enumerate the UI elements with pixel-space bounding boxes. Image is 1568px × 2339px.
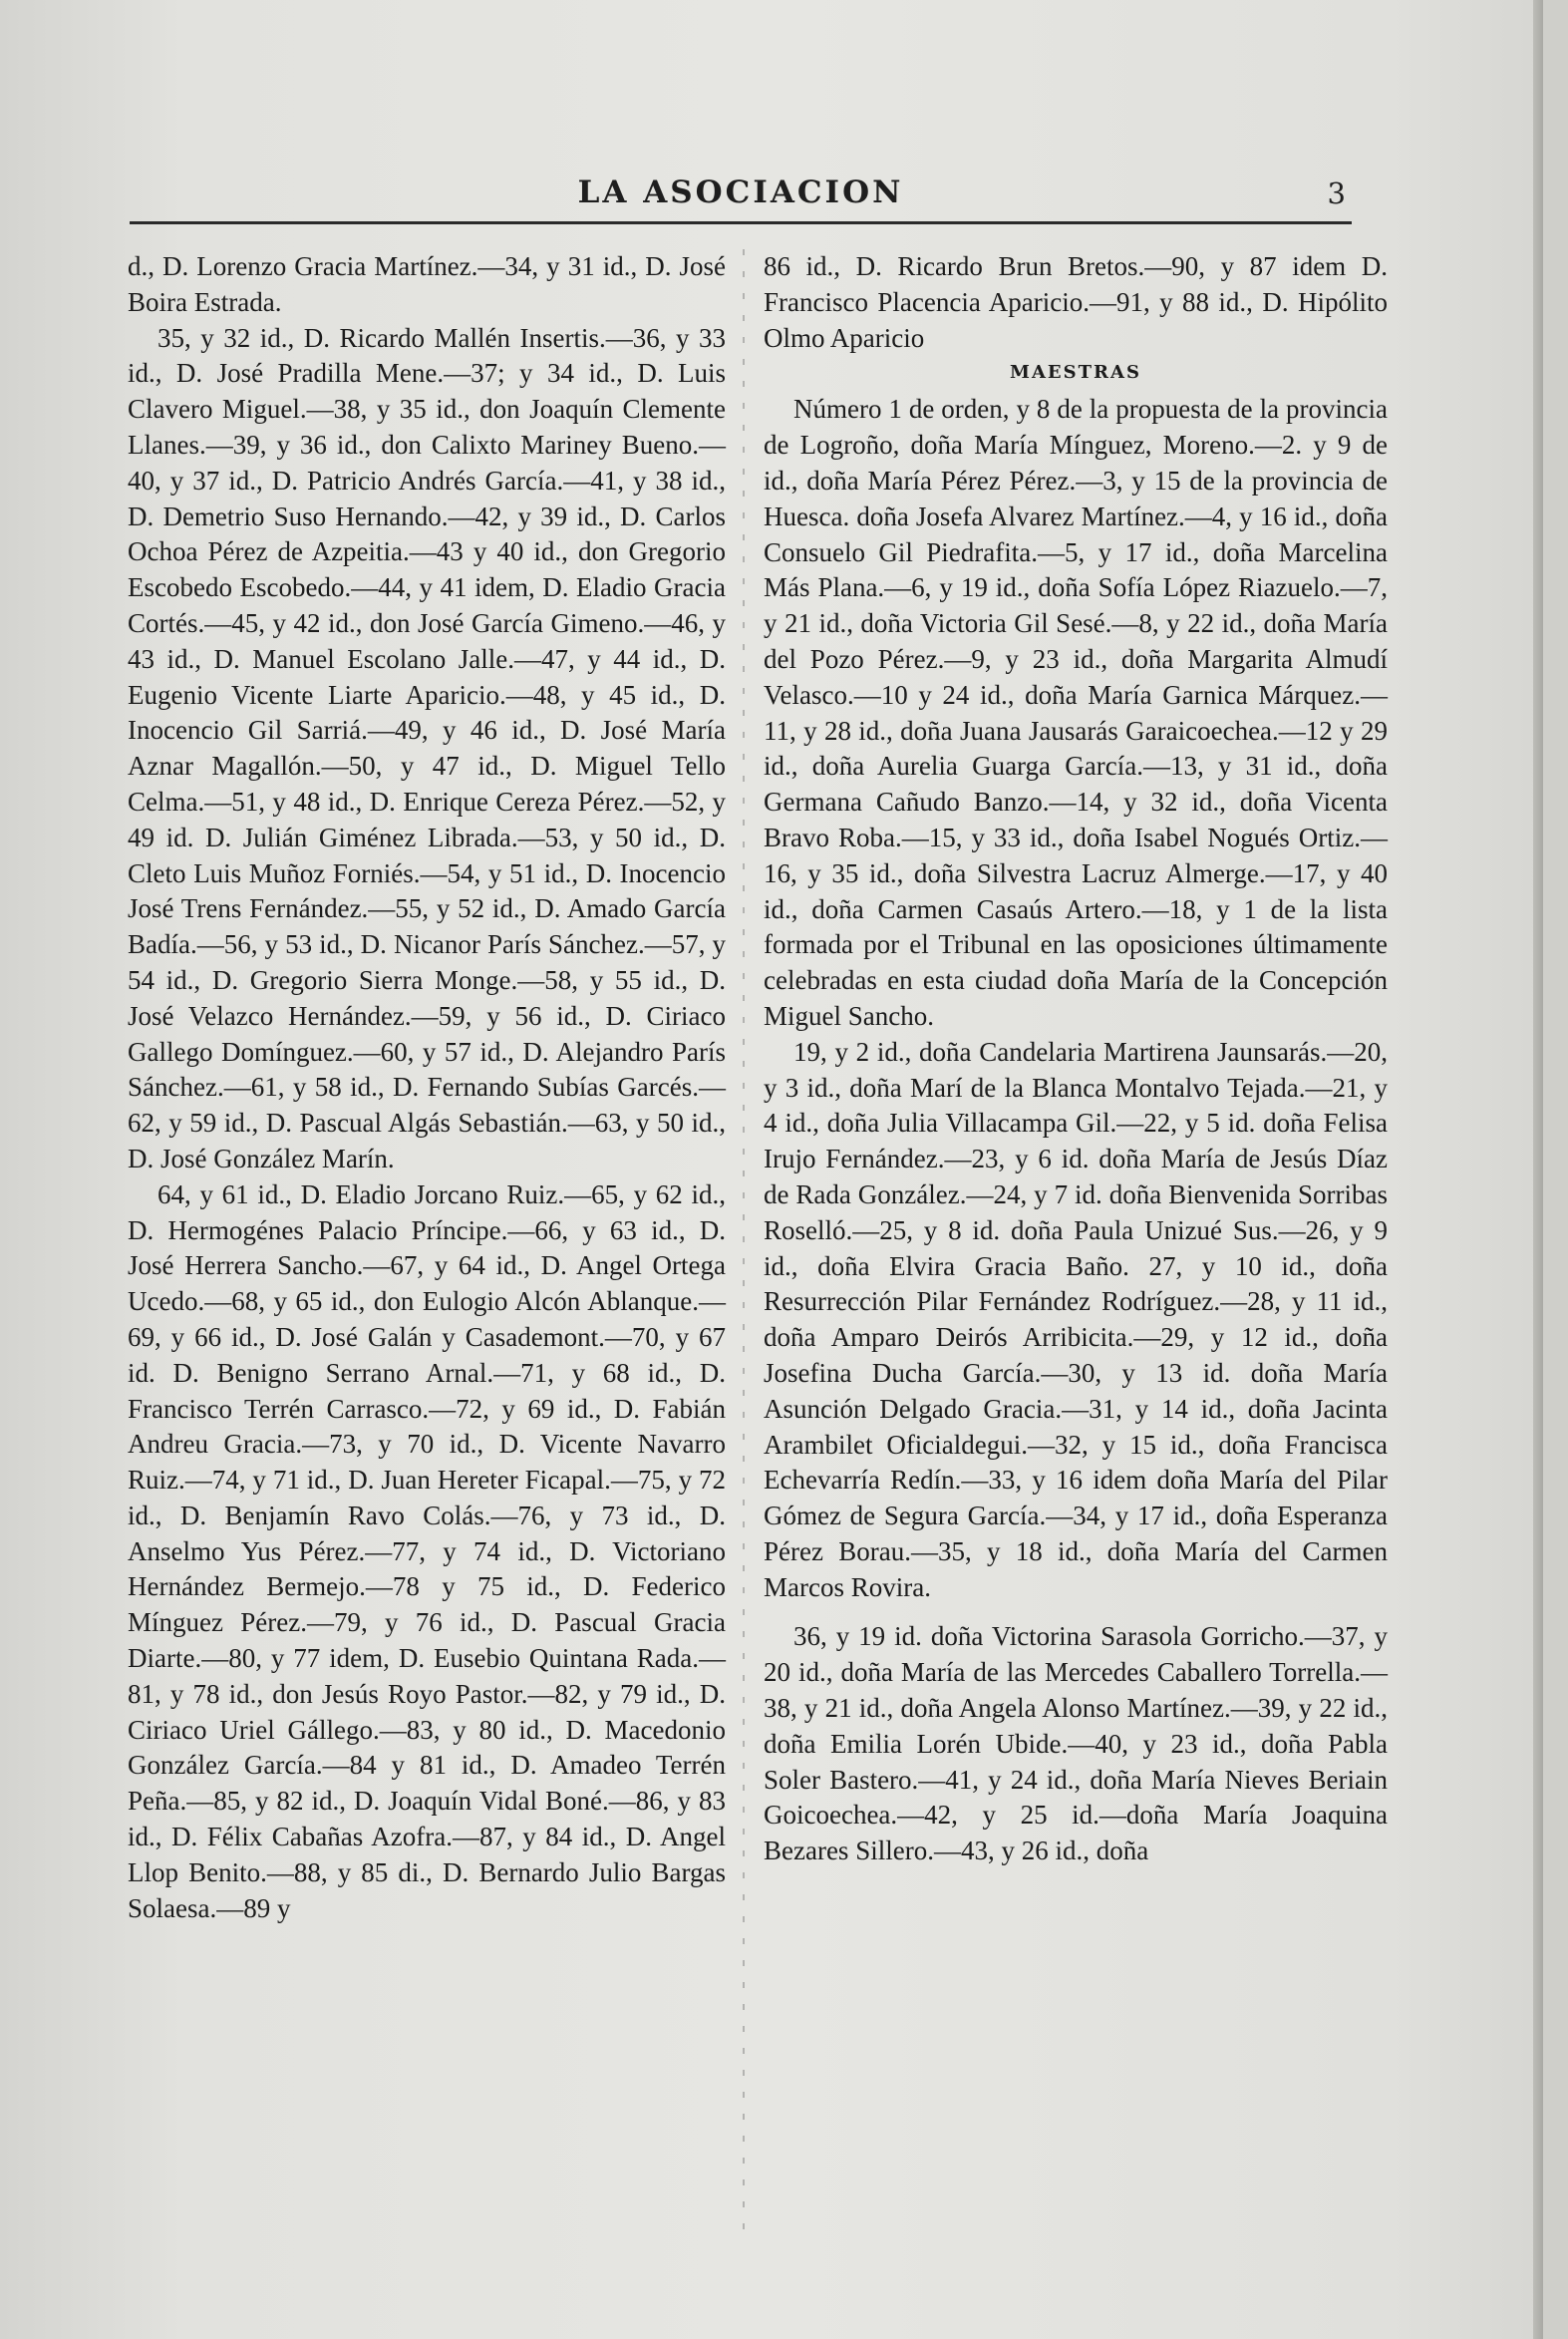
right-paragraph-1: Número 1 de orden, y 8 de la propuesta de la provincia de Logroño, doña María Mínguez, Moreno.—2. y 9 de id., doña María Pérez Pérez.—3, y 15 de la provincia de Huesca. doña Josefa Alvarez Martínez.—4, y 16 id., doña Consuelo Gil Piedrafita.—5, y 17 id., doña Marcelina Más Plana.—6, y 19 id., doña Sofía López Riazuelo.—7, y 21 id., doña Victoria Gil Sesé.—8, y 22 id., doña María del Pozo Pérez.—9, y 23 id., doña Margarita Almudí Velasco.—10 y 24 id., doña María Garnica Márquez.—11, y 28 id., doña Juana Jausarás Garaicoechea.—12 y 29 id., doña Aurelia Guarga García.—13, y 31 id., doña Germana Cañudo Banzo.—14, y 32 id., doña Vicenta Bravo Roba.—15, y 33 id., doña Isabel Nogués Ortiz.—16, y 35 id., doña Silvestra Lacruz Almerge.—17, y 40 id., doña Carmen Casaús Artero.—18, y 1 de la lista formada por el Tribunal en las oposiciones últimamente celebradas en esta ciudad doña María de la Concepción Miguel Sancho.: [764, 394, 1388, 1031]
left-paragraph-1: d., D. Lorenzo Gracia Martínez.—34, y 31 id., D. José Boira Estrada.: [128, 251, 726, 317]
left-paragraph-3: 64, y 61 id., D. Eladio Jorcano Ruiz.—65, y 62 id., D. Hermogénes Palacio Príncipe.—66, y 63 id., D. José Herrera Sancho.—67, y 64 id., D. Angel Ortega Ucedo.—68, y 65 id., don Eulogio Alcón Ablanque.—69, y 66 id., D. José Galán y Casademont.—70, y 67 id. D. Benigno Serrano Arnal.—71, y 68 id., D. Francisco Terrén Carrasco.—72, y 69 id., D. Fabián Andreu Gracia.—73, y 70 id., D. Vicente Navarro Ruiz.—74, y 71 id., D. Juan Hereter Ficapal.—75, y 72 id., D. Benjamín Ravo Colás.—76, y 73 id., D. Anselmo Yus Pérez.—77, y 74 id., D. Victoriano Hernández Bermejo.—78 y 75 id., D. Federico Mínguez Pérez.—79, y 76 id., D. Pascual Gracia Diarte.—80, y 77 idem, D. Eusebio Quintana Rada.—81, y 78 id., don Jesús Royo Pastor.—82, y 79 id., D. Ciriaco Uriel Gállego.—83, y 80 id., D. Macedonio González García.—84 y 81 id., D. Amadeo Terrén Peña.—85, y 82 id., D. Joaquín Vidal Boné.—86, y 83 id., D. Félix Cabañas Azofra.—87, y 84 id., D. Angel Llop Benito.—88, y 85 di., D. Bernardo Julio Bargas Solaesa.—89 y: [128, 1178, 726, 1923]
running-header: [130, 174, 1352, 224]
left-paragraph-2: 35, y 32 id., D. Ricardo Mallén Insertis.—36, y 33 id., D. José Pradilla Mene.—37; y 34 id., D. Luis Clavero Miguel.—38, y 35 id., don Joaquín Clemente Llanes.—39, y 36 id., don Calixto Mariney Bueno.—40, y 37 id., D. Patricio Andrés García.—41, y 38 id., D. Demetrio Suso Hernando.—42, y 39 id., D. Carlos Ochoa Pérez de Azpeitia.—43 y 40 id., don Gregorio Escobedo Escobedo.—44, y 41 idem, D. Eladio Gracia Cortés.—45, y 42 id., don José García Gimeno.—46, y 43 id., D. Manuel Escolano Jalle.—47, y 44 id., D. Eugenio Vicente Liarte Aparicio.—48, y 45 id., D. Inocencio Gil Sarriá.—49, y 46 id., D. José María Aznar Magallón.—50, y 47 id., D. Miguel Tello Celma.—51, y 48 id., D. Enrique Cereza Pérez.—52, y 49 id. D. Julián Giménez Librada.—53, y 50 id., D. Cleto Luis Muñoz Forniés.—54, y 51 id., D. Inocencio José Trens Fernández.—55, y 52 id., D. Amado García Badía.—56, y 53 id., D. Nicanor París Sánchez.—57, y 54 id., D. Gregorio Sierra Monge.—58, y 55 id., D. José Velazco Hernández.—59, y 56 id., D. Ciriaco Gallego Domínguez.—60, y 57 id., D. Alejandro París Sánchez.—61, y 58 id., D. Fernando Subías Garcés.—62, y 59 id., D. Pascual Algás Sebastián.—63, y 50 id., D. José González Marín.: [128, 322, 726, 1173]
left-column: [128, 249, 726, 1926]
journal-title: LA ASOCIACION: [577, 174, 904, 210]
header-rule: [130, 221, 1352, 224]
right-paragraph-3: 36, y 19 id. doña Victorina Sarasola Gorricho.—37, y 20 id., doña María de las Mercedes Caballero Torrella.—38, y 21 id., doña Angela Alonso Martínez.—39, y 22 id., doña Emilia Lorén Ubide.—40, y 23 id., doña Pabla Soler Bastero.—41, y 24 id., doña María Nieves Beriain Goicoechea.—42, y 25 id.—doña María Joaquina Bezares Sillero.—43, y 26 id., doña: [764, 1621, 1388, 1866]
right-column: [764, 249, 1388, 1869]
page-number: 3: [1327, 176, 1346, 210]
right-intro: 86 id., D. Ricardo Brun Bretos.—90, y 87 idem D. Francisco Placencia Aparicio.—91, y 88 id., D. Hipólito Olmo Aparicio: [764, 251, 1388, 353]
section-heading-maestras: MAESTRAS: [1010, 362, 1141, 384]
right-paragraph-2: 19, y 2 id., doña Candelaria Martirena Jaunsarás.—20, y 3 id., doña Marí de la Blanca Montalvo Tejada.—21, y 4 id., doña Julia Villacampa Gil.—22, y 5 id. doña Felisa Irujo Fernández.—23, y 6 id. doña María de Jesús Díaz de Rada González.—24, y 7 id. doña Bienvenida Sorribas Roselló.—25, y 8 id. doña Paula Unizué Sus.—26, y 9 id., doña Elvira Gracia Baño. 27, y 10 id., doña Resurrección Pilar Fernández Rodríguez.—28, y 11 id., doña Amparo Deirós Arribicita.—29, y 12 id., doña Josefina Ducha García.—30, y 13 id. doña María Asunción Delgado Gracia.—31, y 14 id., doña Jacinta Arambilet Oficialdegui.—32, y 15 id., doña Francisca Echevarría Redín.—33, y 16 idem doña María del Pilar Gómez de Segura García.—34, y 17 id., doña Esperanza Pérez Borau.—35, y 18 id., doña María del Carmen Marcos Rovira.: [764, 1036, 1388, 1602]
column-divider: [743, 249, 745, 2233]
page-edge: [1533, 0, 1543, 2339]
